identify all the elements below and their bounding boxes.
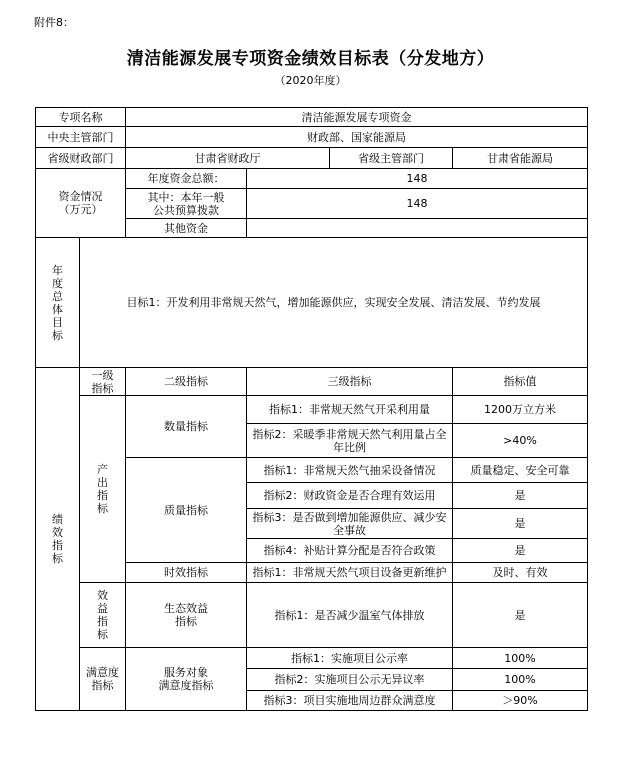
benefit-char: 效 <box>97 589 108 602</box>
indicator-value: ＞90% <box>453 691 588 711</box>
indicator-value: 1200万立方米 <box>453 396 588 424</box>
performance-char: 效 <box>52 526 63 539</box>
year-label: （2020年度） <box>274 74 347 87</box>
service-label-line2: 满意度指标 <box>158 679 214 692</box>
indicator-text: 指标3：项目实施地周边群众满意度 <box>247 691 453 711</box>
indicator-value: >40% <box>453 424 588 458</box>
funds-label-line1: 资金情况 <box>58 190 103 203</box>
performance-goal-table <box>35 107 588 711</box>
annual-goal-char: 年 <box>52 263 63 277</box>
performance-char: 标 <box>52 552 63 565</box>
indicator-value: 是 <box>453 509 588 539</box>
central-dept-row <box>36 127 588 148</box>
funds-label-line2: （万元） <box>58 203 103 216</box>
funds-budget-label <box>126 189 247 219</box>
prov-finance-value: 甘肃省财政厅 <box>126 148 330 169</box>
funds-other-value <box>247 219 588 238</box>
annual-goal-char: 总 <box>52 289 63 303</box>
funds-budget-label-line2: 公共预算拨款 <box>153 203 219 217</box>
table-row <box>36 648 588 669</box>
quality-indicator-label: 质量指标 <box>126 458 247 563</box>
benefit-char: 益 <box>97 602 108 615</box>
indicator-value: 是 <box>453 583 588 648</box>
prov-dept-label: 省级主管部门 <box>330 148 453 169</box>
indicator-value: 是 <box>453 483 588 509</box>
level1-header <box>80 368 126 396</box>
indicator-text: 指标2：实施项目公示无异议率 <box>247 669 453 691</box>
indicator-text: 指标2：采暖季非常规天然气利用量占全年比例 <box>247 424 453 458</box>
output-char: 指 <box>97 489 108 502</box>
attachment-label: 附件8： <box>34 16 74 29</box>
indicator-text: 指标1：是否减少温室气体排放 <box>247 583 453 648</box>
indicator-value: 是 <box>453 539 588 563</box>
eco-benefit-label-line1: 生态效益 <box>164 602 208 615</box>
level3-header: 三级指标 <box>247 368 453 396</box>
annual-goal-row <box>36 238 588 368</box>
performance-label <box>36 368 80 711</box>
table-row <box>36 396 588 424</box>
satisfaction-indicator-label <box>80 648 126 711</box>
prov-finance-label: 省级财政部门 <box>36 148 126 169</box>
funds-budget-value: 148 <box>247 189 588 219</box>
indicator-text: 指标4：补贴计算分配是否符合政策 <box>247 539 453 563</box>
annual-goal-char: 标 <box>52 328 63 342</box>
performance-header-row <box>36 368 588 396</box>
project-name-row <box>36 108 588 127</box>
satisfaction-label-line1: 满意度 <box>86 666 119 679</box>
annual-goal-char: 目 <box>52 315 63 329</box>
indicator-value: 100% <box>453 669 588 691</box>
output-char: 产 <box>97 463 108 476</box>
funds-other-label: 其他资金 <box>126 219 247 238</box>
provincial-dept-row <box>36 148 588 169</box>
benefit-char: 标 <box>97 628 108 641</box>
indicator-text: 指标3：是否做到增加能源供应、减少安全事故 <box>247 509 453 539</box>
page-title: 清洁能源发展专项资金绩效目标表（分发地方） <box>126 49 495 69</box>
eco-benefit-label-line2: 指标 <box>175 615 197 628</box>
level1-header-line2: 指标 <box>91 381 114 395</box>
indicator-text: 指标1：非常规天然气项目设备更新维护 <box>247 563 453 583</box>
output-char: 出 <box>97 476 108 489</box>
central-dept-value: 财政部、国家能源局 <box>126 127 588 148</box>
indicator-text: 指标1：非常规天然气开采利用量 <box>247 396 453 424</box>
annual-goal-char: 度 <box>52 276 63 290</box>
indicator-value: 及时、有效 <box>453 563 588 583</box>
annual-goal-char: 体 <box>52 302 63 316</box>
table-row <box>36 583 588 648</box>
performance-char: 指 <box>52 539 63 552</box>
service-label-line1: 服务对象 <box>164 666 208 679</box>
eco-benefit-label <box>126 583 247 648</box>
central-dept-label: 中央主管部门 <box>36 127 126 148</box>
funds-label <box>36 169 126 238</box>
indicator-text: 指标1：实施项目公示率 <box>247 648 453 669</box>
funds-budget-label-line1: 其中：本年一般 <box>147 190 225 204</box>
output-char: 标 <box>97 502 108 515</box>
performance-char: 绩 <box>52 513 63 526</box>
level2-header: 二级指标 <box>126 368 247 396</box>
output-indicator-label <box>80 396 126 583</box>
prov-dept-value: 甘肃省能源局 <box>453 148 588 169</box>
annual-goal-text: 目标1：开发利用非常规天然气，增加能源供应，实现安全发展、清洁发展、节约发展 <box>80 238 588 368</box>
indicator-value: 100% <box>453 648 588 669</box>
funds-total-row <box>36 169 588 189</box>
funds-total-label: 年度资金总额： <box>126 169 247 189</box>
benefit-indicator-label <box>80 583 126 648</box>
project-name-value: 清洁能源发展专项资金 <box>126 108 588 127</box>
benefit-char: 指 <box>97 615 108 628</box>
funds-total-value: 148 <box>247 169 588 189</box>
indicator-text: 指标2：财政资金是否合理有效运用 <box>247 483 453 509</box>
satisfaction-label-line2: 指标 <box>91 679 114 692</box>
indicator-value: 质量稳定、安全可靠 <box>453 458 588 483</box>
annual-goal-label <box>36 238 80 368</box>
value-header: 指标值 <box>453 368 588 396</box>
project-name-label: 专项名称 <box>36 108 126 127</box>
quantity-indicator-label: 数量指标 <box>126 396 247 458</box>
indicator-text: 指标1：非常规天然气抽采设备情况 <box>247 458 453 483</box>
timeliness-indicator-label: 时效指标 <box>126 563 247 583</box>
service-satisfaction-label <box>126 648 247 711</box>
level1-header-line1: 一级 <box>91 368 114 382</box>
